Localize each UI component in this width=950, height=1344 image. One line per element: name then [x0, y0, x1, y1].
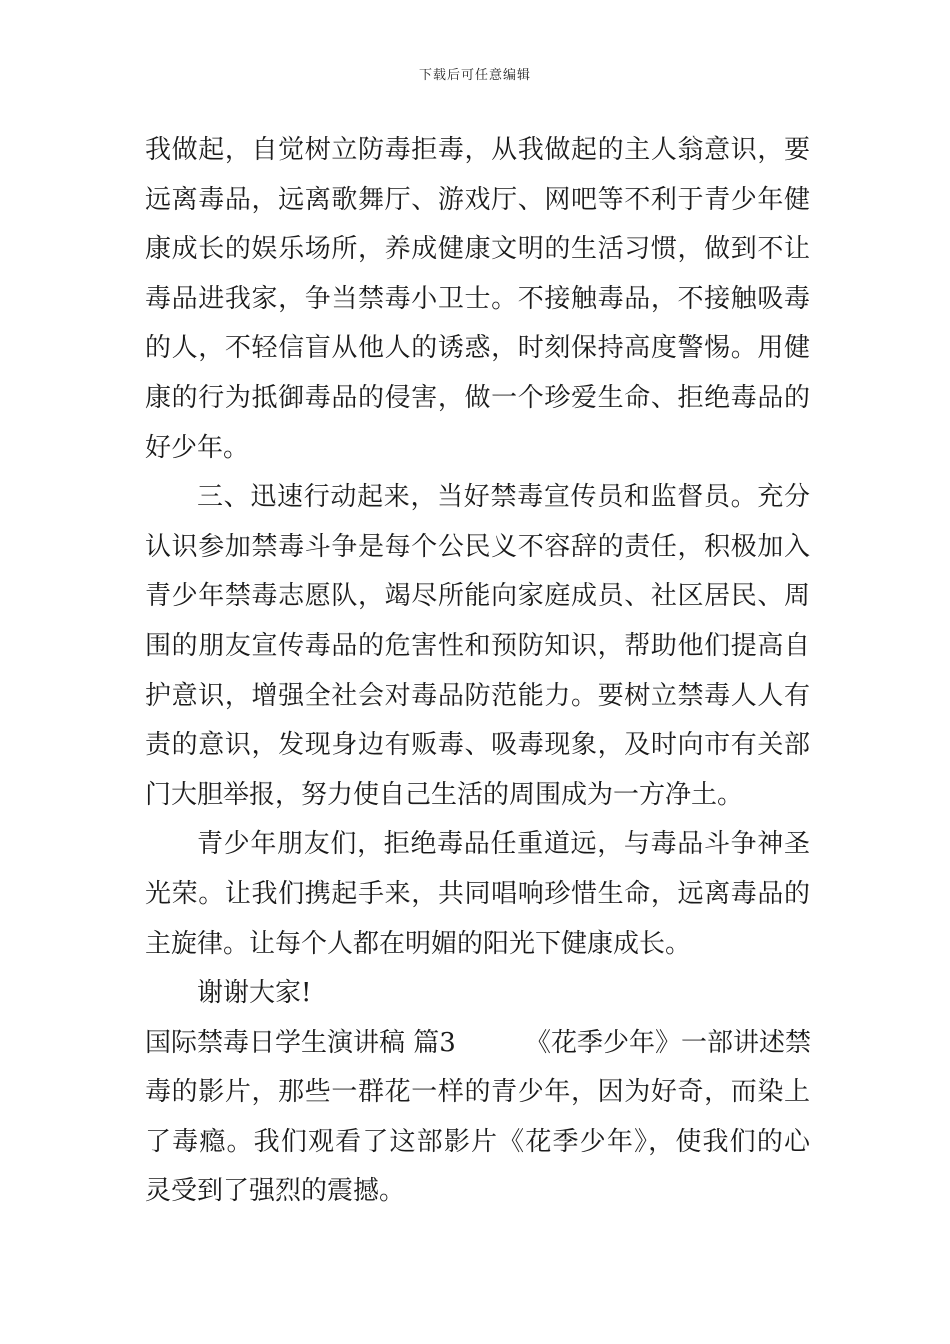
paragraph-3: [145, 820, 810, 969]
text-line: 我做起，自觉树立防毒拒毒，从我做起的主人翁意识，要: [145, 135, 810, 165]
text-line: 康成长的娱乐场所，养成健康文明的生活习惯，做到不让: [145, 234, 810, 265]
document-body: [145, 126, 810, 1217]
section-title: 国际禁毒日学生演讲稿 篇3: [145, 1027, 456, 1058]
paragraph-2: [145, 473, 810, 820]
text-line: 好少年。: [145, 432, 250, 463]
text-line: 了毒瘾。我们观看了这部影片《花季少年》，使我们的心: [145, 1126, 810, 1157]
text-line: 光荣。让我们携起手来，共同唱响珍惜生命，远离毒品的: [145, 878, 810, 909]
text-line: 远离毒品，远离歌舞厅、游戏厅、网吧等不利于青少年健: [145, 184, 810, 215]
text-line: 主旋律。让每个人都在明媚的阳光下健康成长。: [145, 928, 692, 959]
section-3: [145, 1019, 810, 1217]
text-line: 谢谢大家!: [197, 978, 312, 1009]
text-line: 认识参加禁毒斗争是每个公民义不容辞的责任，积极加入: [145, 531, 810, 562]
text-line: 毒的影片，那些一群花一样的青少年，因为好奇，而染上: [145, 1077, 810, 1108]
text-line: 康的行为抵御毒品的侵害，做一个珍爱生命、拒绝毒品的: [145, 382, 810, 413]
page-header: 下载后可任意编辑: [418, 68, 531, 83]
paragraph-1: [145, 126, 810, 473]
section-first-line: 《花季少年》一部讲述禁: [525, 1027, 812, 1058]
text-line: 毒品进我家，争当禁毒小卫士。不接触毒品，不接触吸毒: [145, 283, 810, 314]
text-line: 青少年朋友们，拒绝毒品任重道远，与毒品斗争神圣: [197, 829, 810, 860]
text-line: 青少年禁毒志愿队，竭尽所能向家庭成员、社区居民、周: [145, 581, 810, 612]
text-line: 责的意识，发现身边有贩毒、吸毒现象，及时向市有关部: [145, 730, 810, 761]
text-line: 护意识，增强全社会对毒品防范能力。要树立禁毒人人有: [145, 680, 810, 711]
section-heading-line: [145, 1019, 810, 1069]
text-line: 围的朋友宣传毒品的危害性和预防知识，帮助他们提高自: [145, 630, 810, 661]
paragraph-4: [145, 969, 810, 1019]
text-line: 灵受到了强烈的震撼。: [145, 1176, 406, 1207]
text-line: 门大胆举报，努力使自己生活的周围成为一方净土。: [145, 779, 744, 810]
text-line: 三、迅速行动起来，当好禁毒宣传员和监督员。充分: [197, 482, 810, 513]
text-line: 的人，不轻信盲从他人的诱惑，时刻保持高度警惕。用健: [145, 333, 810, 364]
